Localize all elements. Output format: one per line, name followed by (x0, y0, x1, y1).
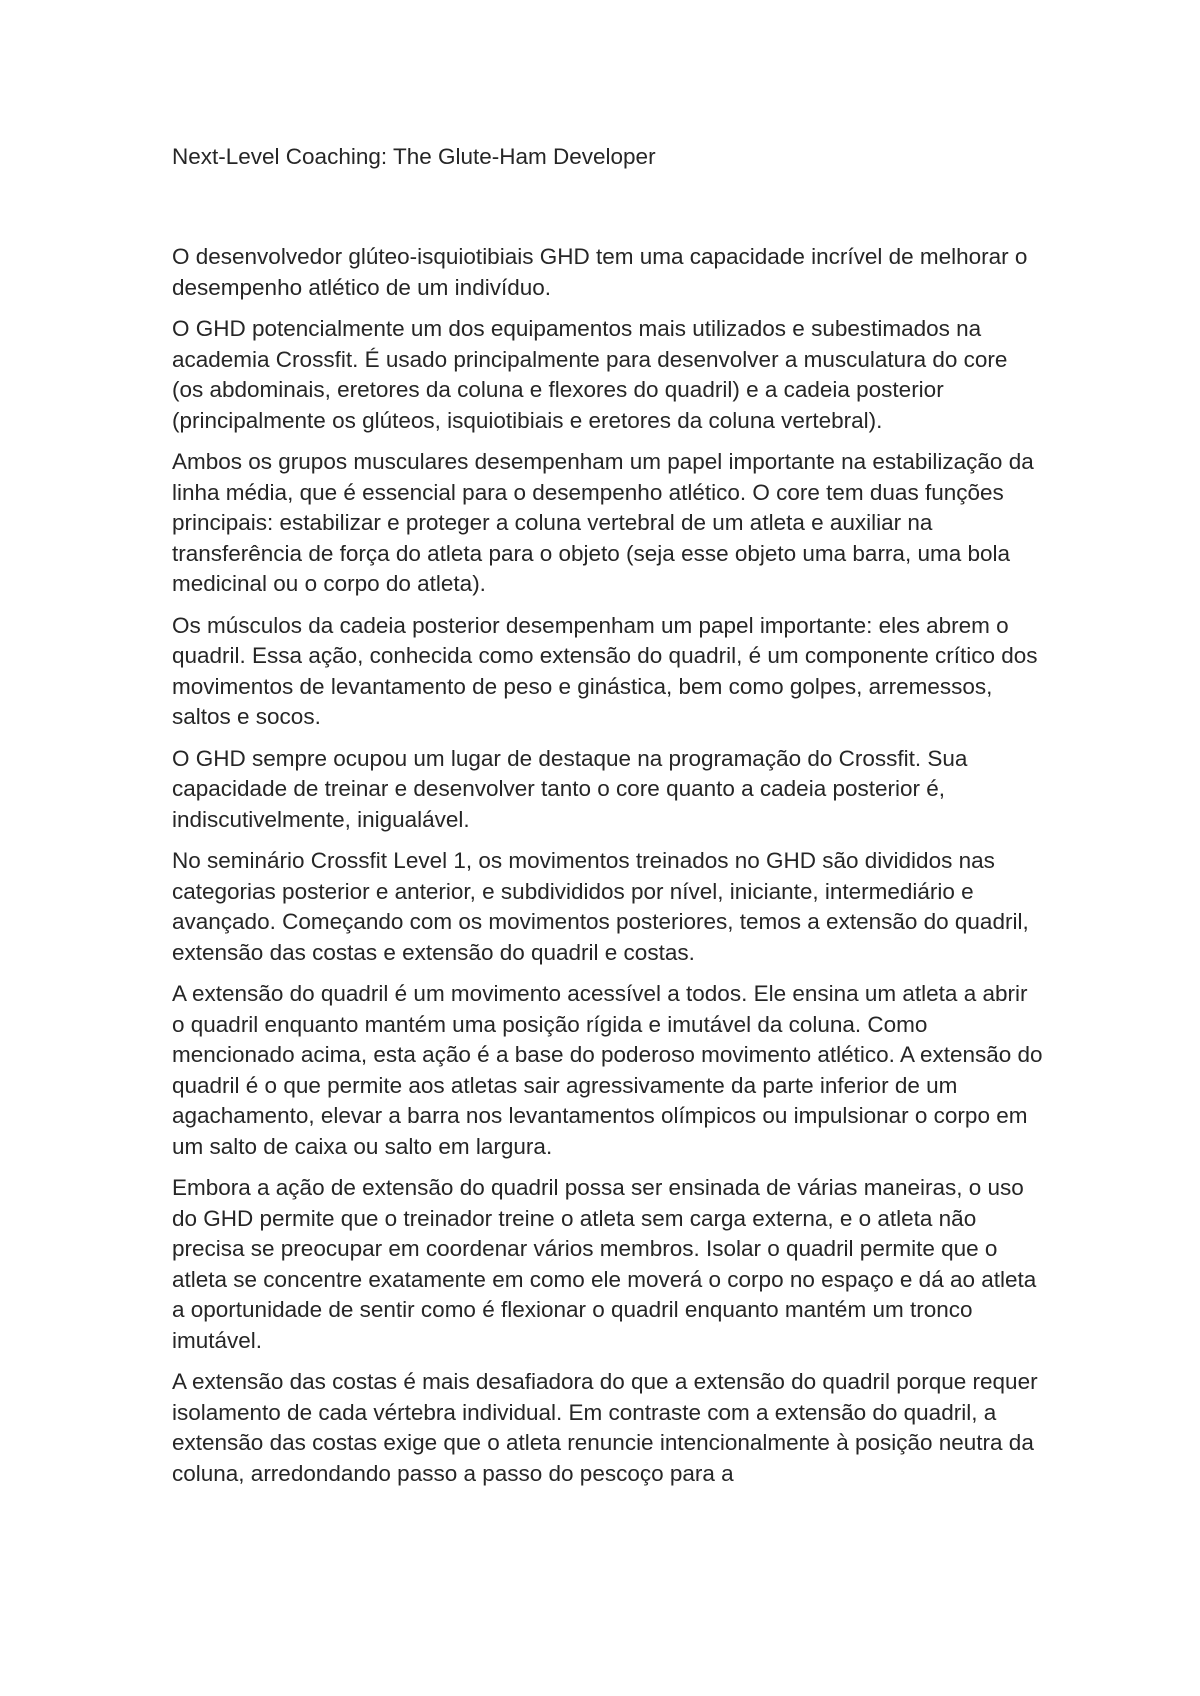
paragraph: Embora a ação de extensão do quadril possa ser ensinada de várias maneiras, o uso do GHD permite que o treinador treine o atleta sem carga externa, e o atleta não precisa se preocupar em coordenar vários membros. Isolar o quadril permite que o atleta se concentre exatamente em como ele moverá o corpo no espaço e dá ao atleta a oportunidade de sentir como é flexionar o quadril enquanto mantém um tronco imutável. (172, 1175, 1037, 1353)
paragraph: No seminário Crossfit Level 1, os movimentos treinados no GHD são divididos nas categorias posterior e anterior, e subdivididos por nível, iniciante, intermediário e avançado. Começando com os movimentos posteriores, temos a extensão do quadril, extensão das costas e extensão do quadril e costas. (172, 848, 1029, 965)
paragraph: A extensão do quadril é um movimento acessível a todos. Ele ensina um atleta a abrir o quadril enquanto mantém uma posição rígida e imutável da coluna. Como mencionado acima, esta ação é a base do poderoso movimento atlético. A extensão do quadril é o que permite aos atletas sair agressivamente da parte inferior de um agachamento, elevar a barra nos levantamentos olímpicos ou impulsionar o corpo em um salto de caixa ou salto em largura. (172, 981, 1043, 1159)
paragraph: O GHD potencialmente um dos equipamentos mais utilizados e subestimados na academia Crossfit. É usado principalmente para desenvolver a musculatura do core (os abdominais, eretores da coluna e flexores do quadril) e a cadeia posterior (principalmente os glúteos, isquiotibiais e eretores da coluna vertebral). (172, 316, 1008, 433)
document-body (172, 142, 1044, 1500)
paragraph: O desenvolvedor glúteo-isquiotibiais GHD tem uma capacidade incrível de melhorar o desempenho atlético de um indivíduo. (172, 244, 1028, 300)
paragraph: Os músculos da cadeia posterior desempenham um papel importante: eles abrem o quadril. Essa ação, conhecida como extensão do quadril, é um componente crítico dos movimentos de levantamento de peso e ginástica, bem como golpes, arremessos, saltos e socos. (172, 612, 1038, 729)
paragraph: Ambos os grupos musculares desempenham um papel importante na estabilização da linha média, que é essencial para o desempenho atlético. O core tem duas funções principais: estabilizar e proteger a coluna vertebral de um atleta e auxiliar na transferência de força do atleta para o objeto (seja esse objeto uma barra, uma bola medicinal ou o corpo do atleta). (172, 449, 1034, 596)
paragraph: A extensão das costas é mais desafiadora do que a extensão do quadril porque requer isolamento de cada vértebra individual. Em contraste com a extensão do quadril, a extensão das costas exige que o atleta renuncie intencionalmente à posição neutra da coluna, arredondando passo a passo do pescoço para a (172, 1369, 1038, 1486)
document-title: Next-Level Coaching: The Glute-Ham Developer (172, 144, 656, 169)
paragraph: O GHD sempre ocupou um lugar de destaque na programação do Crossfit. Sua capacidade de treinar e desenvolver tanto o core quanto a cadeia posterior é, indiscutivelmente, inigualável. (172, 745, 968, 832)
